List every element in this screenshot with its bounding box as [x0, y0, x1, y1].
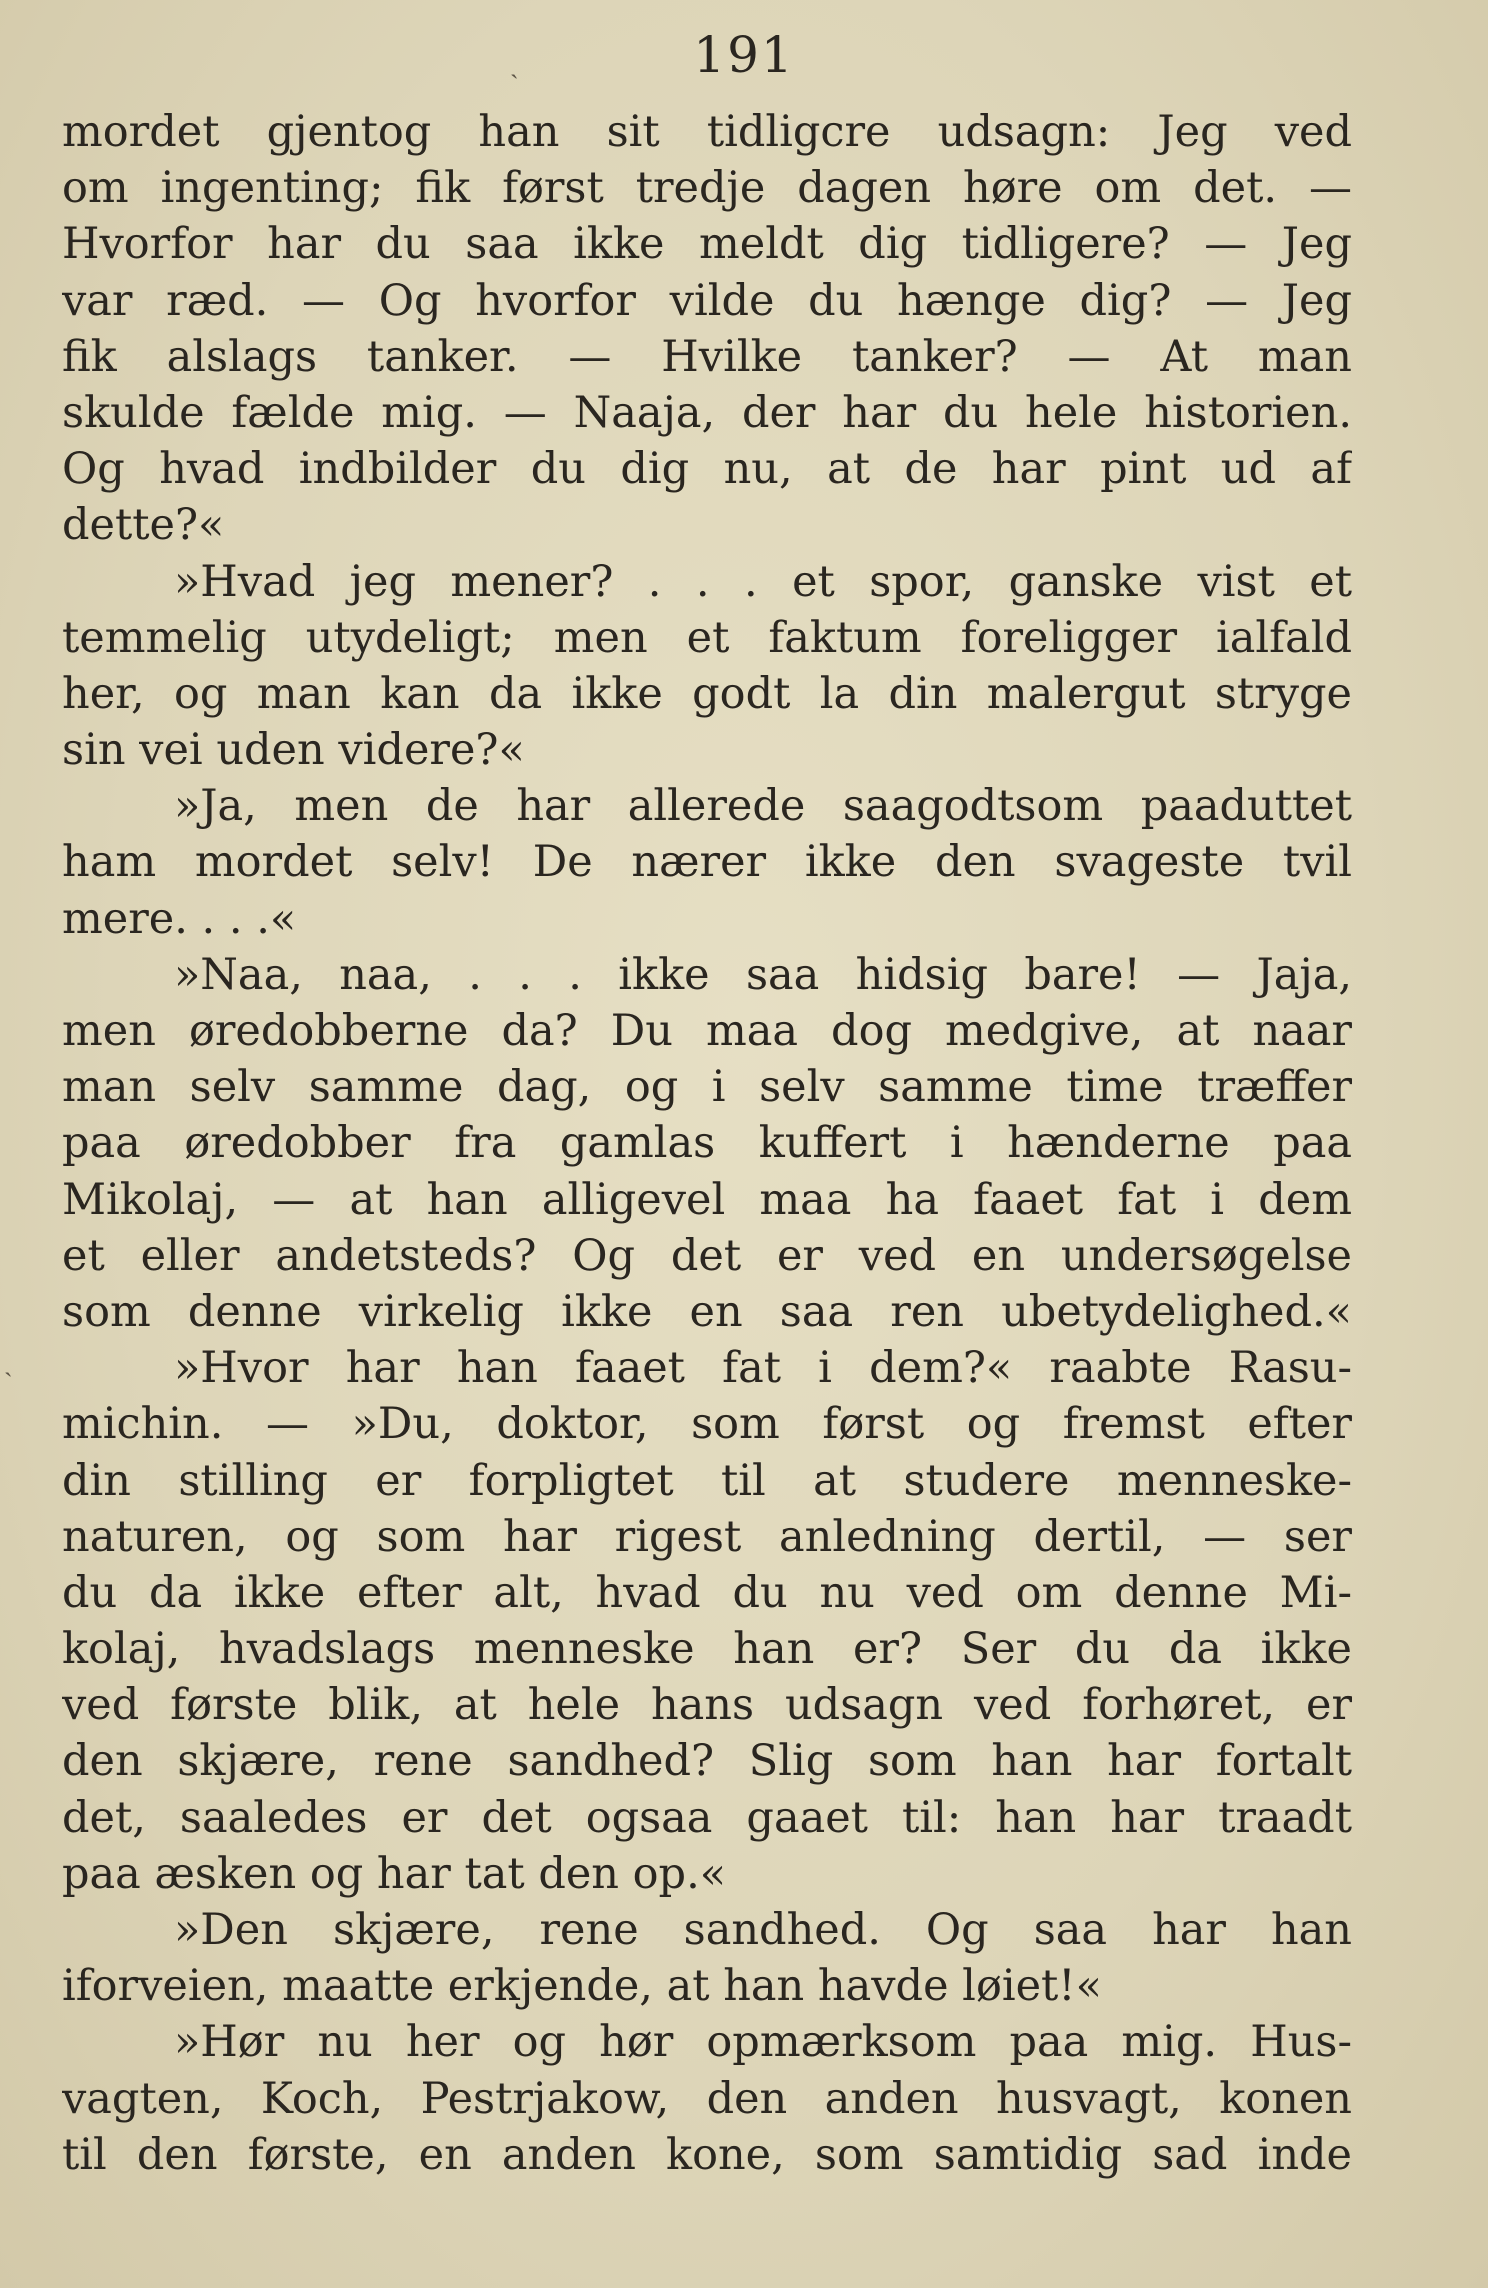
- text-line: kolaj, hvadslags menneske han er? Ser du da ikke: [62, 1624, 1352, 1675]
- text-line: den skjære, rene sandhed? Slig som han har fortalt: [62, 1736, 1352, 1787]
- body-text: [62, 104, 1352, 2183]
- text-line: var ræd. — Og hvorfor vilde du hænge dig? — Jeg: [62, 275, 1352, 326]
- text-line: michin. — »Du, doktor, som først og fremst efter: [62, 1399, 1352, 1450]
- text-line: mordet gjentog han sit tidligcre udsagn: Jeg ved: [62, 107, 1352, 157]
- text-line: ham mordet selv! De nærer ikke den svageste tvil: [62, 837, 1352, 888]
- text-line: du da ikke efter alt, hvad du nu ved om denne Mi-: [62, 1567, 1352, 1618]
- paper-speck: ˎ: [510, 50, 519, 80]
- text-line: dette?«: [62, 500, 225, 551]
- text-line: »Den skjære, rene sandhed. Og saa har han: [174, 1905, 1352, 1955]
- text-line: iforveien, maatte erkjende, at han havde løiet!«: [62, 1961, 1102, 2012]
- text-line: paa æsken og har tat den op.«: [62, 1848, 727, 1899]
- text-line: skulde fælde mig. — Naaja, der har du hele historien.: [62, 387, 1352, 438]
- text-line: »Naa, naa, . . . ikke saa hidsig bare! — Jaja,: [174, 949, 1352, 1000]
- text-line: ved første blik, at hele hans udsagn ved forhøret, er: [62, 1680, 1352, 1731]
- text-line: temmelig utydeligt; men et faktum foreligger ialfald: [62, 612, 1352, 663]
- text-line: »Ja, men de har allerede saagodtsom paaduttet: [174, 781, 1352, 832]
- text-line: paa øredobber fra gamlas kuffert i hænderne paa: [62, 1118, 1352, 1169]
- text-line: som denne virkelig ikke en saa ren ubetydelighed.«: [62, 1286, 1352, 1337]
- text-line: Hvorfor har du saa ikke meldt dig tidligere? — Jeg: [62, 219, 1352, 270]
- text-line: Mikolaj, — at han alligevel maa ha faaet fat i dem: [62, 1174, 1352, 1225]
- text-line: til den første, en anden kone, som samtidig sad inde: [62, 2129, 1352, 2180]
- text-line: et eller andetsteds? Og det er ved en undersøgelse: [62, 1230, 1352, 1281]
- text-line: det, saaledes er det ogsaa gaaet til: han har traadt: [62, 1792, 1352, 1843]
- text-line: om ingenting; fik først tredje dagen høre om det. —: [62, 163, 1352, 214]
- text-line: man selv samme dag, og i selv samme time træffer: [62, 1062, 1352, 1113]
- text-line: Og hvad indbilder du dig nu, at de har pint ud af: [62, 444, 1352, 495]
- text-line: men øredobberne da? Du maa dog medgive, at naar: [62, 1006, 1352, 1056]
- text-line: fik alslags tanker. — Hvilke tanker? — At man: [62, 331, 1352, 382]
- text-line: mere. . . .«: [62, 893, 297, 944]
- page-number: 191: [693, 26, 795, 84]
- text-line: naturen, og som har rigest anledning dertil, — ser: [62, 1511, 1352, 1562]
- text-line: »Hvor har han faaet fat i dem?« raabte Rasu-: [174, 1343, 1352, 1394]
- text-line: din stilling er forpligtet til at studere menneske-: [62, 1455, 1352, 1506]
- text-line: sin vei uden videre?«: [62, 725, 525, 776]
- text-line: vagten, Koch, Pestrjakow, den anden husvagt, konen: [62, 2073, 1352, 2124]
- text-line: »Hør nu her og hør opmærksom paa mig. Hus-: [174, 2017, 1352, 2068]
- text-line: her, og man kan da ikke godt la din malergut stryge: [62, 668, 1352, 719]
- paper-speck: ˎ: [4, 1348, 13, 1378]
- text-line: »Hvad jeg mener? . . . et spor, ganske vist et: [174, 556, 1352, 607]
